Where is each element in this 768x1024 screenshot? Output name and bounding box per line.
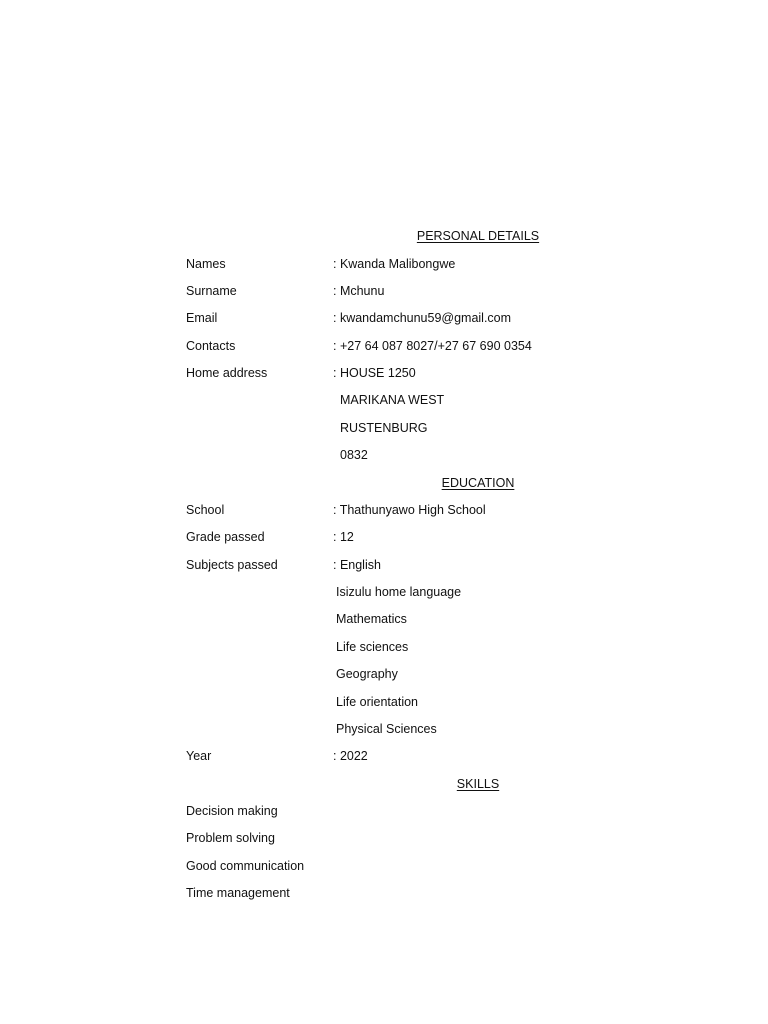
home-address-label: Home address [186,366,268,380]
grade-label: Grade passed [186,530,265,544]
year-value: : 2022 [333,749,368,763]
home-address-line-3: RUSTENBURG [340,421,428,435]
subject-item: Life orientation [336,695,419,709]
personal-details-heading: PERSONAL DETAILS [416,229,540,243]
surname-label: Surname [186,284,237,298]
subject-item: Mathematics [336,612,407,626]
surname-value: : Mchunu [333,284,385,298]
home-address-line-1: : HOUSE 1250 [333,366,416,380]
subjects-label: Subjects passed [186,558,278,572]
email-value: : kwandamchunu59@gmail.com [333,311,512,325]
subject-item: : English [333,558,381,572]
skill-item: Problem solving [186,831,275,845]
names-value: : Kwanda Malibongwe [333,257,456,271]
school-value: : Thathunyawo High School [333,503,486,517]
subject-item: Life sciences [336,640,409,654]
home-address-line-2: MARIKANA WEST [340,393,445,407]
skill-item: Decision making [186,804,278,818]
names-label: Names [186,257,226,271]
skills-heading: SKILLS [456,777,500,791]
subject-item: Geography [336,667,398,681]
grade-value: : 12 [333,530,354,544]
education-heading: EDUCATION [441,476,515,490]
skill-item: Time management [186,886,290,900]
home-address-line-4: 0832 [340,448,368,462]
school-label: School [186,503,225,517]
year-label: Year [186,749,212,763]
email-label: Email [186,311,218,325]
contacts-label: Contacts [186,339,236,353]
contacts-value: : +27 64 087 8027/+27 67 690 0354 [333,339,532,353]
subject-item: Physical Sciences [336,722,437,736]
skill-item: Good communication [186,859,305,873]
subject-item: Isizulu home language [336,585,462,599]
